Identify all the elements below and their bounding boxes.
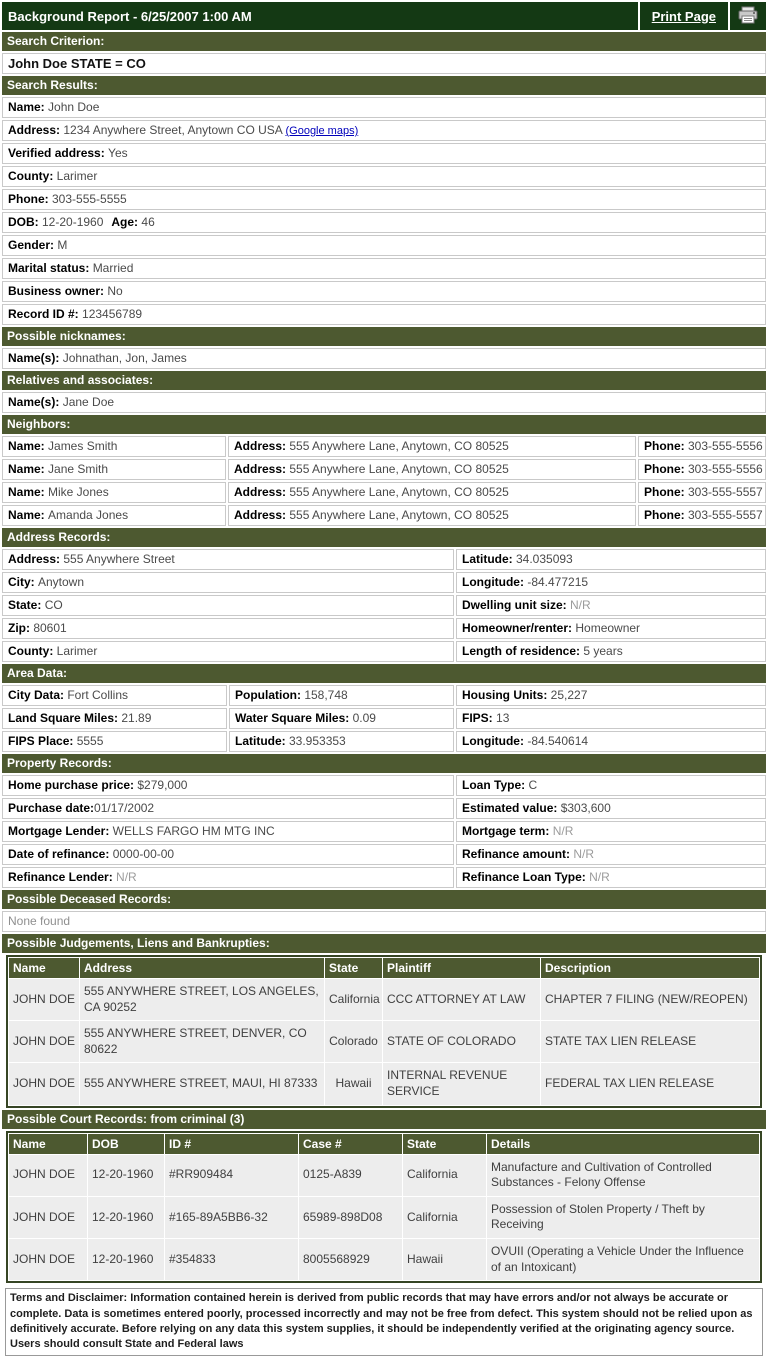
- section-header-address-records: Address Records:: [2, 528, 766, 547]
- property-record-row: Date of refinance: 0000-00-00 Refinance amount: N/R: [2, 844, 766, 865]
- neighbor-row: Name: James Smith Address: 555 Anywhere Lane, Anytown, CO 80525 Phone: 303-555-5556: [2, 436, 766, 457]
- property-record-row: Refinance Lender: N/R Refinance Loan Type: N/R: [2, 867, 766, 888]
- court-record-row: JOHN DOE 12-20-1960 #354833 8005568929 Hawaii OVUII (Operating a Vehicle Under the Influence of an Intoxicant): [9, 1239, 759, 1280]
- judgement-row: JOHN DOE 555 ANYWHERE STREET, DENVER, CO 80622 Colorado STATE OF COLORADO STATE TAX LIEN RELEASE: [9, 1021, 759, 1062]
- judgement-row: JOHN DOE 555 ANYWHERE STREET, LOS ANGELES, CA 90252 California CCC ATTORNEY AT LAW CHAPTER 7 FILING (NEW/REOPEN): [9, 979, 759, 1020]
- address-record-row: State: CO Dwelling unit size: N/R: [2, 595, 766, 616]
- result-row-county: County: Larimer: [2, 166, 766, 187]
- printer-button[interactable]: [728, 2, 766, 30]
- section-header-area-data: Area Data:: [2, 664, 766, 683]
- col-details: Details: [487, 1134, 759, 1154]
- address-record-row: City: Anytown Longitude: -84.477215: [2, 572, 766, 593]
- section-header-deceased-records: Possible Deceased Records:: [2, 890, 766, 909]
- property-record-row: Home purchase price: $279,000 Loan Type: C: [2, 775, 766, 796]
- result-row-dob-age: DOB: 12-20-1960 Age: 46: [2, 212, 766, 233]
- area-data-row: FIPS Place: 5555 Latitude: 33.953353 Longitude: -84.540614: [2, 731, 766, 752]
- area-data-row: Land Square Miles: 21.89 Water Square Miles: 0.09 FIPS: 13: [2, 708, 766, 729]
- result-row-gender: Gender: M: [2, 235, 766, 256]
- neighbor-row: Name: Amanda Jones Address: 555 Anywhere Lane, Anytown, CO 80525 Phone: 303-555-5557: [2, 505, 766, 526]
- section-header-property-records: Property Records:: [2, 754, 766, 773]
- result-row-phone: Phone: 303-555-5555: [2, 189, 766, 210]
- col-dob: DOB: [88, 1134, 164, 1154]
- result-row-record-id: Record ID #: 123456789: [2, 304, 766, 325]
- col-case: Case #: [299, 1134, 402, 1154]
- printer-icon: [737, 6, 759, 27]
- neighbor-row: Name: Jane Smith Address: 555 Anywhere Lane, Anytown, CO 80525 Phone: 303-555-5556: [2, 459, 766, 480]
- judgements-header-row: [9, 958, 759, 978]
- col-state: State: [325, 958, 382, 978]
- terms-and-disclaimer: Terms and Disclaimer: Information contained herein is derived from public records that may have errors and/or not always be accurate or complete. Data is sometimes entered poorly, processed incorrectly and may not be free from defect. This system should not be relied upon as definitively accurate. Before relying on any data this system supplies, it should be independently verified at the originating agency source. Users should consult State and Federal laws: [5, 1288, 763, 1356]
- col-address: Address: [80, 958, 324, 978]
- col-description: Description: [541, 958, 759, 978]
- deceased-records-value: None found: [2, 911, 766, 932]
- property-record-row: Mortgage Lender: WELLS FARGO HM MTG INC Mortgage term: N/R: [2, 821, 766, 842]
- section-header-search-results: Search Results:: [2, 76, 766, 95]
- section-header-nicknames: Possible nicknames:: [2, 327, 766, 346]
- property-record-row: Purchase date:01/17/2002 Estimated value: $303,600: [2, 798, 766, 819]
- judgement-row: JOHN DOE 555 ANYWHERE STREET, MAUI, HI 87333 Hawaii INTERNAL REVENUE SERVICE FEDERAL TAX LIEN RELEASE: [9, 1063, 759, 1104]
- report-title-bar: [2, 2, 766, 30]
- section-header-court-records: Possible Court Records: from criminal (3): [2, 1110, 766, 1129]
- result-row-address: Address: 1234 Anywhere Street, Anytown CO USA (Google maps): [2, 120, 766, 141]
- col-name: Name: [9, 1134, 87, 1154]
- page-title: Background Report - 6/25/2007 1:00 AM: [8, 8, 252, 24]
- col-name: Name: [9, 958, 79, 978]
- result-row-verified-address: Verified address: Yes: [2, 143, 766, 164]
- court-header-row: [9, 1134, 759, 1154]
- neighbor-row: Name: Mike Jones Address: 555 Anywhere Lane, Anytown, CO 80525 Phone: 303-555-5557: [2, 482, 766, 503]
- section-header-judgements: Possible Judgements, Liens and Bankrupties:: [2, 934, 766, 953]
- section-header-relatives: Relatives and associates:: [2, 371, 766, 390]
- court-record-row: JOHN DOE 12-20-1960 #RR909484 0125-A839 California Manufacture and Cultivation of Controlled Substances - Felony Offense: [9, 1155, 759, 1196]
- result-row-name: Name: John Doe: [2, 97, 766, 118]
- court-record-row: JOHN DOE 12-20-1960 #165-89A5BB6-32 65989-898D08 California Possession of Stolen Property / Theft by Receiving: [9, 1197, 759, 1238]
- col-plaintiff: Plaintiff: [383, 958, 540, 978]
- search-criterion-value: John Doe STATE = CO: [2, 53, 766, 74]
- area-data-row: City Data: Fort Collins Population: 158,748 Housing Units: 25,227: [2, 685, 766, 706]
- result-row-business-owner: Business owner: No: [2, 281, 766, 302]
- print-page-link[interactable]: Print Page: [651, 8, 716, 24]
- address-record-row: County: Larimer Length of residence: 5 years: [2, 641, 766, 662]
- address-record-row: Address: 555 Anywhere Street Latitude: 34.035093: [2, 549, 766, 570]
- section-header-neighbors: Neighbors:: [2, 415, 766, 434]
- result-row-marital-status: Marital status: Married: [2, 258, 766, 279]
- relatives-row: Name(s): Jane Doe: [2, 392, 766, 413]
- address-record-row: Zip: 80601 Homeowner/renter: Homeowner: [2, 618, 766, 639]
- section-header-search-criterion: Search Criterion:: [2, 32, 766, 51]
- google-maps-link[interactable]: (Google maps): [285, 125, 359, 137]
- judgements-table: [6, 955, 762, 1108]
- court-records-table: [6, 1131, 762, 1284]
- print-page-cell: [638, 2, 728, 30]
- col-state: State: [403, 1134, 486, 1154]
- col-id: ID #: [165, 1134, 298, 1154]
- nicknames-row: Name(s): Johnathan, Jon, James: [2, 348, 766, 369]
